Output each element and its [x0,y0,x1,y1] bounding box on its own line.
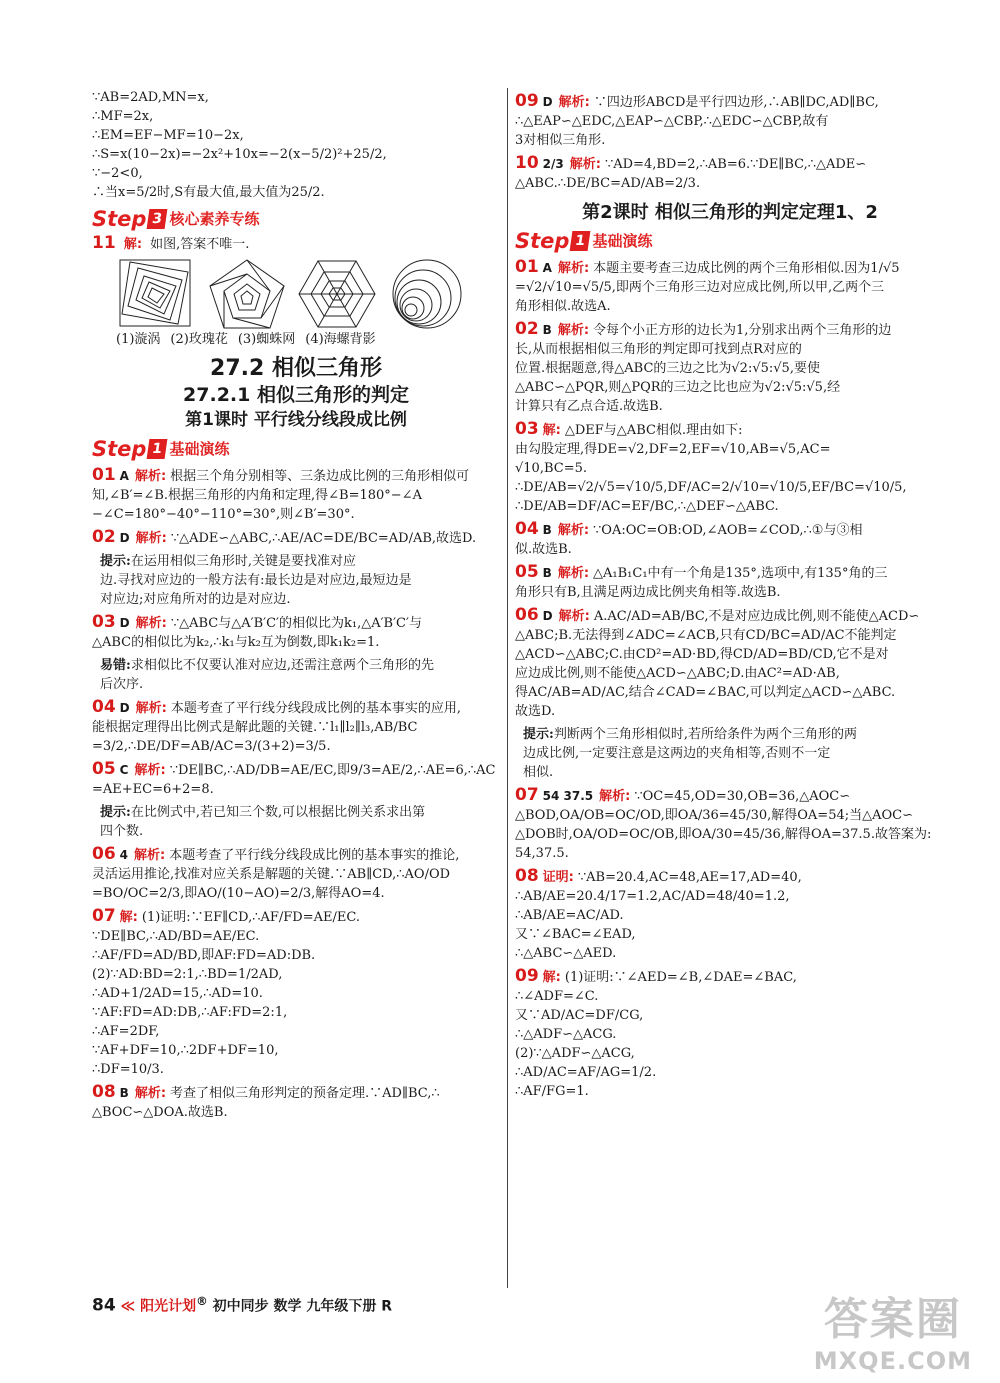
answer-choice: A [542,261,552,275]
answer-tag: 解析: [135,531,167,546]
step-label: 核心素养专练 [169,209,260,228]
question-number: 01 [515,258,539,277]
line-text: ∴AF/FG=1. [515,1084,589,1099]
line-text: −∠C=180°−40°−110°=30°,则∠B′=30°. [92,507,355,522]
line-text: △ABC∽△PQR,则△PQR的三边之比也应为√2:√5:√5,经 [515,380,841,395]
text-line [92,552,500,571]
step1-banner [92,436,500,462]
text-line [92,698,500,718]
text-line [515,540,945,559]
line-text: ∴AD/AC=AF/AG=1/2. [515,1065,657,1080]
answer-tag: 证明: [542,870,574,885]
spiderweb-figure [298,258,376,330]
line-text: (1)证明:∵∠AED=∠B,∠DAE=∠BAC, [564,970,797,985]
answer-choice: D [119,531,130,545]
line-text: ∴DE/AB=√2/√5=√10/5,DF/AC=2/√10=√10/5,EF/BC=√10/5, [515,480,907,495]
text-line [515,297,945,316]
line-text: ∵四边形ABCD是平行四边形,∴AB∥DC,AD∥BC, [593,95,879,110]
answer-tag: 解析: [599,789,631,804]
text-line [515,112,945,131]
answer-item-09 [515,92,945,150]
line-text: ∵DE∥BC,∴AD/BD=AE/EC. [92,929,260,944]
line-text: 根据三个角分别相等、三条边成比例的三角形相似可 [170,469,470,484]
answer-choice: D [119,701,130,715]
answer-item-03 [92,613,500,652]
answer-item-07 [92,907,500,1079]
text-line [515,92,945,112]
answer-item-06 [92,845,500,903]
line-text: 54,37.5. [515,846,569,861]
step-label: 基础演练 [592,231,653,250]
line-text: 又∵AD/AC=DF/CG, [515,1008,644,1023]
line-text: △ABC.∴DE/BC=AD/AB=2/3. [515,176,701,191]
line-text: 长,从而根据相似三角形的判定即可找到点R对应的 [515,342,802,357]
answer-tag: 解析: [134,1086,167,1101]
line-text: ∵DE∥BC,∴AD/DB=AE/EC,即9/3=AE/2,∴AE=6,∴AC [169,763,496,778]
text-line [92,1060,500,1079]
answer-item-08 [515,867,945,963]
registered-mark: ® [196,1294,208,1308]
line-text: 角形相似.故选A. [515,299,611,314]
text-line: ∵−2<0, [92,166,143,181]
step-number: 3 [147,209,168,229]
line-text: ∴AB/AE=AC/AD. [515,908,624,923]
question-number: 05 [515,563,539,582]
text-line [515,1025,945,1044]
line-text: ∵OA:OC=OB:OD,∠AOB=∠COD,∴①与③相 [593,523,863,538]
line-text: 位置.根据题意,得△ABC的三边之比为√2:√5:√5,要使 [515,361,820,376]
text-line [515,763,945,782]
answer-choice: D [119,616,130,630]
answer-tag: 解: [542,423,561,438]
step-number: 1 [147,439,168,459]
step-number: 1 [570,231,591,251]
text-line [515,683,945,702]
text-line [92,865,500,884]
section-heading: 27.2 相似三角形 [210,356,382,381]
line-text: ∴△EAP∽△EDC,△EAP∽△CBP,∴△EDC∽△CBP,故有 [515,114,829,129]
answer-choice: B [542,566,552,580]
text-line [92,656,500,675]
swirl-figure [118,258,196,330]
text-line: ∵AB=2AD,MN=x, [92,90,209,105]
line-text: △DEF与△ABC相似.理由如下: [564,423,743,438]
answer-tag: 提示: [100,805,131,820]
text-line [92,984,500,1003]
note-item [515,725,945,782]
text-line [515,520,945,540]
text-line [515,378,945,397]
line-text: ∴AF/FD=AD/BD,即AF:FD=AD:DB. [92,948,316,963]
question-11 [92,234,500,254]
line-text: 对应边;对应角所对的边是对应边. [100,592,291,607]
answer-choice: B [119,1086,129,1100]
line-text: 本题主要考查三边成比例的两个三角形相似.因为1/√5 [593,261,900,276]
line-text: 后次序. [100,677,144,692]
line-text: =3/2,∴DE/DF=AB/AC=3/(3+2)=3/5. [92,739,331,754]
text-line [515,606,945,626]
question-number: 11 [92,234,116,253]
text-line [92,965,500,984]
answer-tag: 解析: [135,701,167,716]
column-divider [507,88,508,1288]
prev-solution-lines [92,88,500,202]
text-line [92,845,500,865]
line-text: 在比例式中,若已知三个数,可以根据比例关系求出第 [130,805,426,820]
line-text: 又∵∠BAC=∠EAD, [515,927,636,942]
answer-tag: 解析: [557,323,590,338]
text-line [515,278,945,297]
question-number: 10 [515,154,539,173]
line-text: ∴△ABC∽△AED. [515,946,617,961]
answer-tag: 解析: [557,566,590,581]
text-line [515,825,945,844]
answer-tag: 解: [119,910,138,925]
question-number: 09 [515,92,539,111]
text-line [515,131,945,150]
answer-tag: 解析: [558,95,590,110]
text-line [515,744,945,763]
text-line [92,946,500,965]
step-word: Step [92,206,147,231]
text-line [515,258,945,278]
line-text: 求相似比不仅要认准对应边,还需注意两个三角形的先 [130,658,434,673]
answer-item-09 [515,967,945,1101]
text-line [515,420,945,440]
question-number: 07 [515,786,539,805]
text-line [515,1044,945,1063]
answer-item-06 [515,606,945,721]
text-line [92,884,500,903]
text-line [92,505,500,524]
line-text: √10,BC=5. [515,461,587,476]
question-number: 04 [515,520,539,539]
watermark [814,1283,972,1375]
answer-item-05 [515,563,945,602]
watermark-url: MXQE.COM [813,1347,972,1375]
watermark-logo-text: 答案圈 [823,1294,962,1345]
question-number: 03 [92,613,116,632]
answer-tag: 解析: [134,848,166,863]
text-line [92,1103,500,1122]
text-line [515,906,945,925]
question-number: 01 [92,466,116,485]
right-top-answer-list [515,92,945,193]
line-text: ∴AD+1/2AD=15,∴AD=10. [92,986,263,1001]
text-line [515,987,945,1006]
line-text: ∴∠ADF=∠C. [515,989,599,1004]
text-line: ∴EM=EF−MF=10−2x, [92,128,244,143]
line-text: △ABC;B.无法得到∠ADC=∠ACB,只有CD/BC=AD/AC不能判定 [515,628,897,643]
question-number: 04 [92,698,116,717]
line-text: 在运用相似三角形时,关键是要找准对应 [130,554,356,569]
answer-item-07 [515,786,945,863]
answer-tag: 解析: [557,261,590,276]
text-line [92,528,500,548]
text-line [515,440,945,459]
question-number: 08 [515,867,539,886]
text-line [92,1041,500,1060]
text-line [515,583,945,602]
answer-item-10 [515,154,945,193]
answer-item-08 [92,1083,500,1122]
text-line [515,459,945,478]
text-line [515,340,945,359]
caption: (2)玫瑰花 [170,332,228,347]
line-text: =AE+EC=6+2=8. [92,782,214,797]
text-line [515,174,945,193]
line-text: 相似. [523,765,554,780]
answer-item-02 [515,320,945,416]
text-line [92,675,500,694]
answer-item-03 [515,420,945,516]
line-text: 本题考查了平行线分线段成比例的基本事实的应用, [170,701,461,716]
question-number: 06 [92,845,116,864]
line-text: △ABC的相似比为k₂,∴k₁与k₂互为倒数,即k₁k₂=1. [92,635,380,650]
pattern-figures [118,258,500,330]
question-number: 05 [92,760,116,779]
line-text: ∵OC=45,OD=30,OB=36,△AOC∽ [634,789,851,804]
line-text: 边.寻找对应边的一般方法有:最长边是对应边,最短边是 [100,573,412,588]
step3-banner [92,206,500,232]
left-column [92,88,500,1122]
text-line [92,737,500,756]
text-line [515,1082,945,1101]
text-line [515,702,945,721]
text-line [92,1022,500,1041]
answer-choice: B [542,523,552,537]
answer-tag: 易错: [100,658,131,673]
text-line [515,867,945,887]
answer-tag: 解: [542,970,561,985]
line-text: ∵AD=4,BD=2,∴AB=6.∵DE∥BC,∴△ADE∽ [604,157,867,172]
answer-item-04 [515,520,945,559]
answer-item-01 [515,258,945,316]
text-line [515,925,945,944]
text-line [92,571,500,590]
question-number: 08 [92,1083,116,1102]
text-line [515,320,945,340]
answer-choice: A [119,469,129,483]
caption: (4)海螺背影 [305,332,376,347]
step-label: 基础演练 [169,439,230,458]
conch-figure [388,258,466,330]
text-line [515,563,945,583]
line-text: 似.故选B. [515,542,572,557]
answer-choice: D [542,609,553,623]
text-line: ∴MF=2x, [92,109,154,124]
answer-choice: 54 37.5 [542,789,594,803]
line-text: 边成比例,一定要注意是这两边的夹角相等,否则不一定 [523,746,831,761]
rose-figure [208,258,286,330]
right-answer-list [515,258,945,1101]
text-line [92,486,500,505]
line-text: ∴AB/AE=20.4/17=1.2,AC/AD=48/40=1.2, [515,889,790,904]
lesson-heading: 第1课时 平行线分线段成比例 [185,410,407,430]
answer-tag: 解析: [569,157,601,172]
step-word: Step [515,228,570,253]
caption: (1)漩涡 [116,332,161,347]
note-item [92,552,500,609]
answer-item-01 [92,466,500,524]
answer-item-02 [92,528,500,548]
line-text: ∵△ADE∽△ABC,∴AE/AC=DE/BC=AD/AB,故选D. [170,531,477,546]
answer-tag: 提示: [100,554,131,569]
text-line [515,664,945,683]
text-line [92,1083,500,1103]
line-text: △DOB时,OA/OD=OC/OB,即OA/30=45/36,解得OA=37.5.故答案为: [515,827,932,842]
answer-item-05 [92,760,500,799]
question-number: 07 [92,907,116,926]
step1-banner [515,228,945,254]
left-answer-list [92,466,500,1122]
line-text: ∴DF=10/3. [92,1062,164,1077]
line-text: 考查了相似三角形判定的预备定理.∵AD∥BC,∴ [170,1086,440,1101]
answer-tag: 提示: [523,727,554,742]
line-text: ∴△ADF∽△ACG. [515,1027,617,1042]
text-line [92,803,500,822]
question-text: 如图,答案不唯一. [150,237,250,252]
line-text: =BO/OC=2/3,即AO/(10−AO)=2/3,解得AO=4. [92,886,385,901]
text-line [92,1003,500,1022]
line-text: △BOD,OA/OB=OC/OD,即OA/36=45/30,解得OA=54;当△AOC∽ [515,808,914,823]
text-line [515,397,945,416]
line-text: ∵AB=20.4,AC=48,AE=17,AD=40, [577,870,802,885]
answer-tag: 解析: [558,609,590,624]
question-number: 02 [515,320,539,339]
text-line [515,154,945,174]
line-text: (2)∵AD:BD=2:1,∴BD=1/2AD, [92,967,283,982]
question-number: 06 [515,606,539,625]
text-line [515,478,945,497]
line-text: (1)证明:∵EF∥CD,∴AF/FD=AE/EC. [141,910,360,925]
text-line [92,633,500,652]
line-text: 得AC/AB=AD/AC,结合∠CAD=∠BAC,可以判定△ACD∽△ABC. [515,685,896,700]
line-text: 本题考查了平行线分线段成比例的基本事实的推论, [169,848,460,863]
line-text: ∵△ABC与△A′B′C′的相似比为k₁,△A′B′C′与 [170,616,422,631]
line-text: 灵活运用推论,找准对应关系是解题的关键.∵AB∥CD,∴AO/OD [92,867,451,882]
text-line [515,1006,945,1025]
text-line [515,497,945,516]
line-text: 知,∠B′=∠B.根据三角形的内角和定理,得∠B=180°−∠A [92,488,422,503]
answer-choice: C [119,763,129,777]
answer-choice: 4 [119,848,129,862]
answer-choice: B [542,323,552,337]
text-line [92,760,500,780]
lesson-heading: 第2课时 相似三角形的判定定理1、2 [582,202,878,223]
answer-tag: 解析: [135,616,167,631]
text-line [515,844,945,863]
line-text: (2)∵△ADF∽△ACG, [515,1046,635,1061]
note-item [92,803,500,841]
text-line [515,887,945,906]
page-footer [92,1294,392,1316]
question-number: 03 [515,420,539,439]
line-text: 判断两个三角形相似时,若所给条件为两个三角形的两 [553,727,857,742]
line-text: 故选D. [515,704,556,719]
text-line [515,645,945,664]
line-text: 四个数. [100,824,144,839]
line-text: =√2/√10=√5/5,即两个三角形三边对应成比例,所以甲,乙两个三 [515,280,885,295]
line-text: ∵AF+DF=10,∴2DF+DF=10, [92,1043,279,1058]
line-text: 由勾股定理,得DE=√2,DF=2,EF=√10,AB=√5,AC= [515,442,831,457]
figure-captions [116,330,500,349]
brand-name: 阳光计划 [140,1298,197,1315]
series-title: 初中同步 数学 九年级下册 R [212,1298,393,1315]
step-word: Step [92,436,147,461]
answer-choice: D [542,95,553,109]
note-item [92,656,500,694]
text-line [515,944,945,963]
text-line [515,1063,945,1082]
arrows-glyph: ≪ [120,1298,136,1315]
line-text: 应边成比例,则不能使△ACD∽△ABC;D.由AC²=AD·AB, [515,666,840,681]
line-text: 3对相似三角形. [515,133,606,148]
line-text: ∴DE/AB=DF/AC=EF/BC,∴△DEF∽△ABC. [515,499,779,514]
line-text: △A₁B₁C₁中有一个角是135°,选项中,有135°角的三 [593,566,888,581]
question-number: 02 [92,528,116,547]
text-line [92,822,500,841]
text-line [515,626,945,645]
answer-tag: 解析: [134,763,166,778]
text-line [515,725,945,744]
line-text: 角形只有B,且满足两边成比例夹角相等.故选B. [515,585,781,600]
text-line [515,967,945,987]
answer-item-04 [92,698,500,756]
caption: (3)蜘蛛网 [237,332,296,347]
text-line [92,613,500,633]
right-column [515,88,945,1101]
line-text: 能根据定理得出比例式是解此题的关键.∵l₁∥l₂∥l₃,AB/BC [92,720,418,735]
text-line [515,786,945,806]
line-text: ∴AF=2DF, [92,1024,160,1039]
text-line [515,359,945,378]
page-number: 84 [92,1295,116,1316]
answer-tag: 解: [123,237,143,252]
text-line: ∴当x=5/2时,S有最大值,最大值为25/2. [92,185,325,200]
text-line [92,718,500,737]
subsection-heading: 27.2.1 相似三角形的判定 [183,384,409,406]
text-line [92,780,500,799]
question-number: 09 [515,967,539,986]
line-text: 令每个小正方形的边长为1,分别求出两个三角形的边 [593,323,892,338]
text-line: ∴S=x(10−2x)=−2x²+10x=−2(x−5/2)²+25/2, [92,147,387,162]
line-text: △BOC∽△DOA.故选B. [92,1105,228,1120]
text-line [515,806,945,825]
line-text: 计算只有乙点合适.故选B. [515,399,663,414]
answer-tag: 解析: [134,469,167,484]
text-line [92,927,500,946]
text-line [92,907,500,927]
text-line [92,590,500,609]
line-text: △ACD∽△ABC;C.由CD²=AD·BD,得CD/AD=BD/CD,它不是对 [515,647,889,662]
answer-choice: 2/3 [542,157,564,171]
text-line [92,466,500,486]
answer-tag: 解析: [557,523,590,538]
line-text: ∵AF:FD=AD:DB,∴AF:FD=2:1, [92,1005,288,1020]
line-text: A.AC/AD=AB/BC,不是对应边成比例,则不能使△ACD∽ [593,609,920,624]
